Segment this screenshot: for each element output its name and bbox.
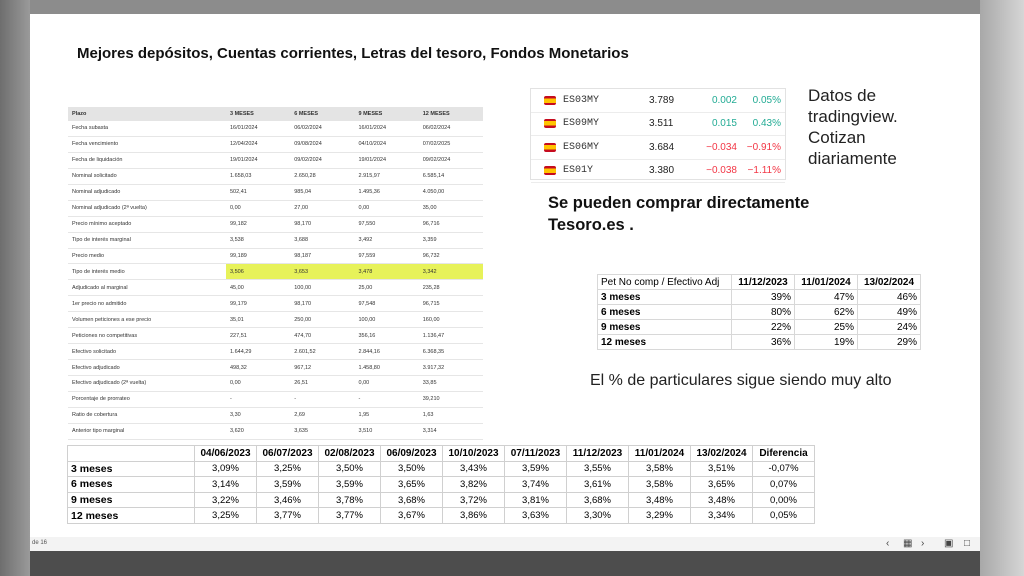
historico-header-cell: 07/11/2023 [505, 446, 567, 462]
historico-cell: 3,14% [195, 477, 257, 493]
quote-change: 0.002 [711, 94, 737, 106]
auction-row [68, 264, 483, 280]
auction-cell: 39,210 [419, 391, 483, 407]
quote-value: 3.789 [649, 94, 675, 106]
quote-value: 3.684 [649, 141, 675, 153]
auction-cell: 3.917,32 [419, 360, 483, 376]
particulares-header-cell: 13/02/2024 [858, 275, 921, 290]
historico-cell: 3,34% [691, 508, 753, 524]
historico-cell: 3,65% [381, 477, 443, 493]
auction-cell: Anterior tipo marginal [68, 423, 226, 439]
auction-cell: 2.915,97 [355, 168, 419, 184]
page-indicator: de 16 [32, 540, 48, 546]
historico-cell: 3,59% [257, 477, 319, 493]
auction-cell: Adjudicado al marginal [68, 280, 226, 296]
auction-row [68, 200, 483, 216]
auction-row [68, 232, 483, 248]
slide [30, 14, 980, 537]
historico-header-cell: 02/08/2023 [319, 446, 381, 462]
particulares-header-cell: 11/01/2024 [795, 275, 858, 290]
auction-row [68, 360, 483, 376]
auction-cell: 1,63 [419, 407, 483, 423]
auction-cell: 1.495,36 [355, 184, 419, 200]
particulares-cell: 22% [732, 320, 795, 335]
auction-cell: 0,00 [226, 376, 290, 392]
auction-cell: 6.368,35 [419, 344, 483, 360]
comprar-line-2: Tesoro.es . [548, 216, 634, 234]
auction-cell: Precio mínimo aceptado [68, 216, 226, 232]
historico-cell: 3,58% [629, 461, 691, 477]
auction-cell: 2.601,52 [290, 344, 354, 360]
quote-change: −0.034 [706, 141, 737, 153]
auction-cell: 09/02/2024 [290, 152, 354, 168]
auction-cell: 98,170 [290, 216, 354, 232]
viewer-toolbar [30, 537, 980, 551]
auction-cell: Ratio de cobertura [68, 407, 226, 423]
auction-row [68, 344, 483, 360]
particulares-cell: 62% [795, 305, 858, 320]
historico-cell: 3,86% [443, 508, 505, 524]
particulares-header-cell: Pet No comp / Efectivo Adj [598, 275, 732, 290]
auction-row [68, 136, 483, 152]
auction-cell: Nominal adjudicado [68, 184, 226, 200]
auction-cell: 96,715 [419, 296, 483, 312]
auction-cell: 6.585,14 [419, 168, 483, 184]
quote-value: 3.511 [649, 118, 674, 130]
historico-cell: 3,30% [567, 508, 629, 524]
spain-flag-icon [544, 119, 556, 128]
auction-cell: 3,30 [226, 407, 290, 423]
particulares-cell: 3 meses [598, 290, 732, 305]
historico-header-cell: 06/09/2023 [381, 446, 443, 462]
auction-cell: 100,00 [355, 312, 419, 328]
historico-cell: 3,78% [319, 492, 381, 508]
auction-cell: 3,506 [226, 264, 290, 280]
auction-cell: 2.844,16 [355, 344, 419, 360]
historico-cell: 3 meses [68, 461, 195, 477]
auction-cell: 09/08/2024 [290, 136, 354, 152]
historico-cell: 0,00% [753, 492, 815, 508]
auction-cell: 502,41 [226, 184, 290, 200]
particulares-cell: 49% [858, 305, 921, 320]
auction-cell: 12/04/2024 [226, 136, 290, 152]
historico-cell: 3,72% [443, 492, 505, 508]
particulares-cell: 36% [732, 335, 795, 350]
quote-row [531, 160, 785, 184]
spain-flag-icon [544, 166, 556, 175]
auction-cell: Precio medio [68, 248, 226, 264]
auction-cell: Efectivo solicitado [68, 344, 226, 360]
auction-results-table [68, 107, 483, 440]
historico-cell: 3,43% [443, 461, 505, 477]
historico-header-cell: 13/02/2024 [691, 446, 753, 462]
auction-cell: 3,478 [355, 264, 419, 280]
historico-cell: 3,50% [381, 461, 443, 477]
comprar-line-1: Se pueden comprar directamente [548, 194, 810, 212]
auction-cell: 250,00 [290, 312, 354, 328]
auction-row [68, 328, 483, 344]
historico-cell: 0,07% [753, 477, 815, 493]
auction-cell: 98,170 [290, 296, 354, 312]
auction-cell: 25,00 [355, 280, 419, 296]
tradingview-quotes-widget [530, 88, 786, 180]
fullscreen-icon[interactable]: □ [964, 538, 971, 549]
auction-cell: 1,95 [355, 407, 419, 423]
auction-cell: Fecha subasta [68, 121, 226, 136]
auction-cell: 99,182 [226, 216, 290, 232]
auction-cell: 0,00 [226, 200, 290, 216]
spain-flag-icon [544, 96, 556, 105]
auction-row [68, 216, 483, 232]
auction-cell: 498,32 [226, 360, 290, 376]
historico-cell: 3,81% [505, 492, 567, 508]
historico-cell: 3,59% [505, 461, 567, 477]
quote-symbol: ES06MY [563, 141, 600, 153]
auction-cell: Nominal adjudicado (2ª vuelta) [68, 200, 226, 216]
auction-cell: 3,510 [355, 423, 419, 439]
bottom-strip [30, 551, 980, 576]
auction-cell: 07/02/2025 [419, 136, 483, 152]
auction-cell: 98,187 [290, 248, 354, 264]
auction-row [68, 423, 483, 439]
historico-cell: 3,59% [319, 477, 381, 493]
auction-header-cell: Plazo [68, 107, 226, 121]
quote-row [531, 136, 785, 160]
auction-cell: 4.050,00 [419, 184, 483, 200]
auction-cell: Efectivo adjudicado (2ª vuelta) [68, 376, 226, 392]
historico-header-cell: 11/01/2024 [629, 446, 691, 462]
auction-cell: 45,00 [226, 280, 290, 296]
particulares-cell: 25% [795, 320, 858, 335]
auction-cell: 1.658,03 [226, 168, 290, 184]
particulares-table [597, 274, 921, 350]
historico-header-cell: 04/06/2023 [195, 446, 257, 462]
historico-cell: -0,07% [753, 461, 815, 477]
historico-row [68, 477, 815, 493]
particulares-header-row [598, 275, 921, 290]
auction-row [68, 184, 483, 200]
historico-cell: 9 meses [68, 492, 195, 508]
auction-cell: 3,620 [226, 423, 290, 439]
auction-cell: 27,00 [290, 200, 354, 216]
historico-cell: 3,55% [567, 461, 629, 477]
auction-cell: 3,492 [355, 232, 419, 248]
auction-cell: - [290, 391, 354, 407]
historico-cell: 3,48% [691, 492, 753, 508]
particulares-note: El % de particulares sigue siendo muy alto [590, 372, 892, 389]
auction-cell: 100,00 [290, 280, 354, 296]
particulares-cell: 6 meses [598, 305, 732, 320]
historico-header-cell: 06/07/2023 [257, 446, 319, 462]
comprar-note [548, 192, 809, 236]
auction-row [68, 312, 483, 328]
historico-cell: 3,25% [257, 461, 319, 477]
quote-change-pct: 0.05% [752, 94, 781, 106]
slideshow-icon[interactable]: ▣ [944, 538, 954, 549]
auction-cell: Nominal solicitado [68, 168, 226, 184]
auction-cell: Efectivo adjudicado [68, 360, 226, 376]
historico-cell: 3,77% [319, 508, 381, 524]
historico-cell: 3,63% [505, 508, 567, 524]
auction-cell: 96,732 [419, 248, 483, 264]
auction-header-cell: 12 MESES [419, 107, 483, 121]
auction-cell: 1.136,47 [419, 328, 483, 344]
auction-cell: 99,179 [226, 296, 290, 312]
quote-change: −0.038 [706, 165, 737, 177]
slide-title: Mejores depósitos, Cuentas corrientes, Letras del tesoro, Fondos Monetarios [77, 45, 629, 62]
auction-cell: Tipo de interés medio [68, 264, 226, 280]
historico-row [68, 508, 815, 524]
historico-cell: 3,29% [629, 508, 691, 524]
auction-cell: 3,342 [419, 264, 483, 280]
auction-cell: 3,688 [290, 232, 354, 248]
quote-symbol: ES09MY [563, 118, 600, 130]
datos-note: Datos de tradingview. Cotizan diariamente [808, 86, 898, 168]
next-icon[interactable]: › [921, 538, 925, 549]
historico-cell: 3,48% [629, 492, 691, 508]
historico-cell: 3,50% [319, 461, 381, 477]
auction-cell: 16/01/2024 [355, 121, 419, 136]
auction-cell: 97,559 [355, 248, 419, 264]
auction-cell: Tipo de interés marginal [68, 232, 226, 248]
auction-cell: 33,85 [419, 376, 483, 392]
auction-cell: 1.458,80 [355, 360, 419, 376]
auction-cell: 06/02/2024 [290, 121, 354, 136]
historico-cell: 6 meses [68, 477, 195, 493]
historico-cell: 3,58% [629, 477, 691, 493]
auction-row [68, 248, 483, 264]
particulares-cell: 29% [858, 335, 921, 350]
particulares-cell: 47% [795, 290, 858, 305]
historico-cell: 3,67% [381, 508, 443, 524]
auction-cell: 16/01/2024 [226, 121, 290, 136]
historico-cell: 12 meses [68, 508, 195, 524]
auction-header-row [68, 107, 483, 121]
historico-cell: 3,68% [381, 492, 443, 508]
auction-cell: 235,28 [419, 280, 483, 296]
particulares-header-cell: 11/12/2023 [732, 275, 795, 290]
auction-cell: 19/01/2024 [226, 152, 290, 168]
historico-cell: 3,22% [195, 492, 257, 508]
historico-table [67, 445, 815, 524]
historico-cell: 0,05% [753, 508, 815, 524]
auction-cell: 26,51 [290, 376, 354, 392]
auction-cell: 96,716 [419, 216, 483, 232]
auction-cell: 0,00 [355, 376, 419, 392]
auction-cell: 3,314 [419, 423, 483, 439]
historico-cell: 3,77% [257, 508, 319, 524]
quote-symbol: ES01Y [563, 165, 594, 177]
particulares-cell: 39% [732, 290, 795, 305]
particulares-row [598, 335, 921, 350]
background-right [980, 0, 1024, 576]
auction-cell: 0,00 [355, 200, 419, 216]
quote-change-pct: −0.91% [746, 141, 781, 153]
historico-cell: 3,68% [567, 492, 629, 508]
historico-header-cell [68, 446, 195, 462]
auction-row [68, 121, 483, 136]
auction-cell: 3,538 [226, 232, 290, 248]
auction-row [68, 152, 483, 168]
auction-cell: Fecha de liquidación [68, 152, 226, 168]
quote-row [531, 89, 785, 113]
spain-flag-icon [544, 143, 556, 152]
grid-icon[interactable]: ▦ [903, 538, 913, 549]
auction-cell: 09/02/2024 [419, 152, 483, 168]
auction-row [68, 280, 483, 296]
quote-row [531, 113, 785, 137]
particulares-row [598, 320, 921, 335]
auction-cell: 3,653 [290, 264, 354, 280]
auction-header-cell: 9 MESES [355, 107, 419, 121]
historico-cell: 3,46% [257, 492, 319, 508]
auction-cell: 3,635 [290, 423, 354, 439]
auction-cell: 97,550 [355, 216, 419, 232]
auction-cell: Volumen peticiones a ese precio [68, 312, 226, 328]
auction-row [68, 296, 483, 312]
auction-cell: 35,00 [419, 200, 483, 216]
auction-row [68, 376, 483, 392]
historico-cell: 3,25% [195, 508, 257, 524]
auction-header-cell: 6 MESES [290, 107, 354, 121]
auction-cell: Fecha vencimiento [68, 136, 226, 152]
historico-row [68, 461, 815, 477]
auction-cell: 1.644,29 [226, 344, 290, 360]
particulares-cell: 19% [795, 335, 858, 350]
auction-cell: 474,70 [290, 328, 354, 344]
particulares-cell: 9 meses [598, 320, 732, 335]
historico-cell: 3,74% [505, 477, 567, 493]
background-left [0, 0, 30, 576]
historico-cell: 3,51% [691, 461, 753, 477]
historico-cell: 3,65% [691, 477, 753, 493]
auction-cell: 967,12 [290, 360, 354, 376]
auction-cell: 35,01 [226, 312, 290, 328]
historico-cell: 3,61% [567, 477, 629, 493]
auction-cell: 2,69 [290, 407, 354, 423]
auction-cell: 19/01/2024 [355, 152, 419, 168]
quote-value: 3.380 [649, 165, 675, 177]
auction-cell: 97,548 [355, 296, 419, 312]
historico-header-cell: 10/10/2023 [443, 446, 505, 462]
auction-row [68, 391, 483, 407]
historico-row [68, 492, 815, 508]
historico-header-row [68, 446, 815, 462]
historico-cell: 3,09% [195, 461, 257, 477]
prev-icon[interactable]: ‹ [886, 538, 890, 549]
particulares-cell: 46% [858, 290, 921, 305]
particulares-cell: 80% [732, 305, 795, 320]
auction-cell: 1er precio no admitido [68, 296, 226, 312]
auction-cell: Porcentaje de prorrateo [68, 391, 226, 407]
auction-cell: 04/10/2024 [355, 136, 419, 152]
auction-header-cell: 3 MESES [226, 107, 290, 121]
historico-header-cell: 11/12/2023 [567, 446, 629, 462]
auction-cell: - [355, 391, 419, 407]
particulares-row [598, 305, 921, 320]
auction-row [68, 407, 483, 423]
particulares-cell: 24% [858, 320, 921, 335]
particulares-cell: 12 meses [598, 335, 732, 350]
historico-cell: 3,82% [443, 477, 505, 493]
auction-cell: 160,00 [419, 312, 483, 328]
auction-cell: 99,189 [226, 248, 290, 264]
auction-cell: 3,359 [419, 232, 483, 248]
auction-cell: 2.650,28 [290, 168, 354, 184]
auction-row [68, 168, 483, 184]
auction-cell: 06/02/2024 [419, 121, 483, 136]
historico-header-cell: Diferencia [753, 446, 815, 462]
auction-cell: - [226, 391, 290, 407]
quote-change: 0.015 [711, 118, 737, 130]
quote-change-pct: 0.43% [752, 118, 781, 130]
quote-change-pct: −1.11% [747, 165, 781, 177]
auction-cell: 985,04 [290, 184, 354, 200]
quote-symbol: ES03MY [563, 94, 600, 106]
auction-cell: 356,16 [355, 328, 419, 344]
auction-cell: Peticiones no competitivas [68, 328, 226, 344]
auction-cell: 227,51 [226, 328, 290, 344]
particulares-row [598, 290, 921, 305]
